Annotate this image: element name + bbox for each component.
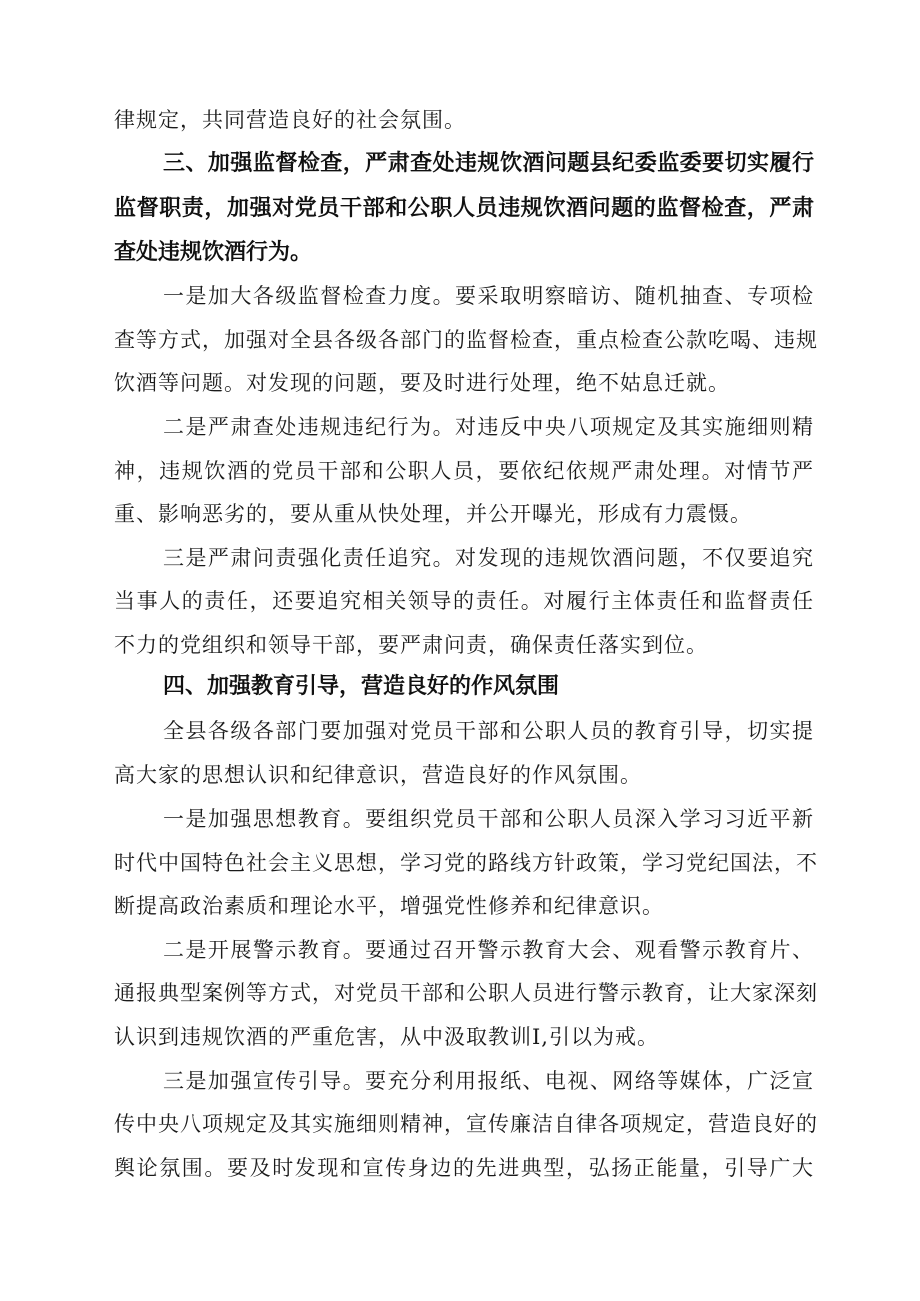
section-heading: 查处违规饮酒行为。 <box>114 240 313 265</box>
text-line: 全县各级各部门要加强对党员干部和公职人员的教育引导，切实提 <box>163 719 814 743</box>
text-line: 饮酒等问题。对发现的问题，要及时进行处理，绝不姑息迁就。 <box>114 371 730 395</box>
text-line: 查等方式，加强对全县各级各部门的监督检查，重点检查公款吃喝、违规 <box>114 328 818 352</box>
text-line: 认识到违规饮酒的严重危害，从中汲取教训I,引以为戒。 <box>114 1025 659 1049</box>
text-line: 断提高政治素质和理论水平，增强党性修养和纪律意识。 <box>114 894 664 918</box>
text-line: 三是严肃问责强化责任追究。对发现的违规饮酒问题，不仅要追究 <box>163 546 814 570</box>
text-line: 二是开展警示教育。要通过召开警示教育大会、观看警示教育片、 <box>163 938 814 962</box>
text-line: 传中央八项规定及其实施细则精神，宣传廉洁自律各项规定，营造良好的 <box>114 1112 818 1136</box>
text-line: 一是加强思想教育。要组织党员干部和公职人员深入学习习近平新 <box>163 807 814 831</box>
text-line: 神，违规饮酒的党员干部和公职人员，要依纪依规严肃处理。对情节严 <box>114 459 814 483</box>
section-heading: 三、加强监督检查，严肃查处违规饮酒问题县纪委监委要切实履行 <box>163 151 814 176</box>
text-line: 通报典型案例等方式，对党员干部和公职人员进行警示教育，让大家深刻 <box>114 981 818 1005</box>
text-line: 当事人的责任，还要追究相关领导的责任。对履行主体责任和监督责任 <box>114 589 814 613</box>
text-line: 二是严肃查处违规违纪行为。对违反中央八项规定及其实施细则精 <box>163 415 814 439</box>
text-line: 高大家的思想认识和纪律意识，营造良好的作风氛围。 <box>114 763 642 787</box>
text-line: 重、影响恶劣的，要从重从快处理，并公开曝光，形成有力震慑。 <box>114 502 752 526</box>
text-line: 不力的党组织和领导干部，要严肃问责，确保责任落实到位。 <box>114 633 708 657</box>
text-line: 舆论氛围。要及时发现和宣传身边的先进典型，弘扬正能量，引导广大 <box>114 1156 814 1180</box>
text-line: 时代中国特色社会主义思想，学习党的路线方针政策，学习党纪国法，不 <box>114 851 818 875</box>
section-heading: 监督职责，加强对党员干部和公职人员违规饮酒问题的监督检查，严肃 <box>114 196 814 221</box>
text-line: 三是加强宣传引导。要充分利用报纸、电视、网络等媒体，广泛宣 <box>163 1069 814 1093</box>
text-line: 一是加大各级监督检查力度。要采取明察暗访、随机抽查、专项检 <box>163 284 814 308</box>
text-line: 律规定，共同营造良好的社会氛围。 <box>114 108 466 132</box>
section-heading: 四、加强教育引导，营造良好的作风氛围 <box>163 674 560 699</box>
